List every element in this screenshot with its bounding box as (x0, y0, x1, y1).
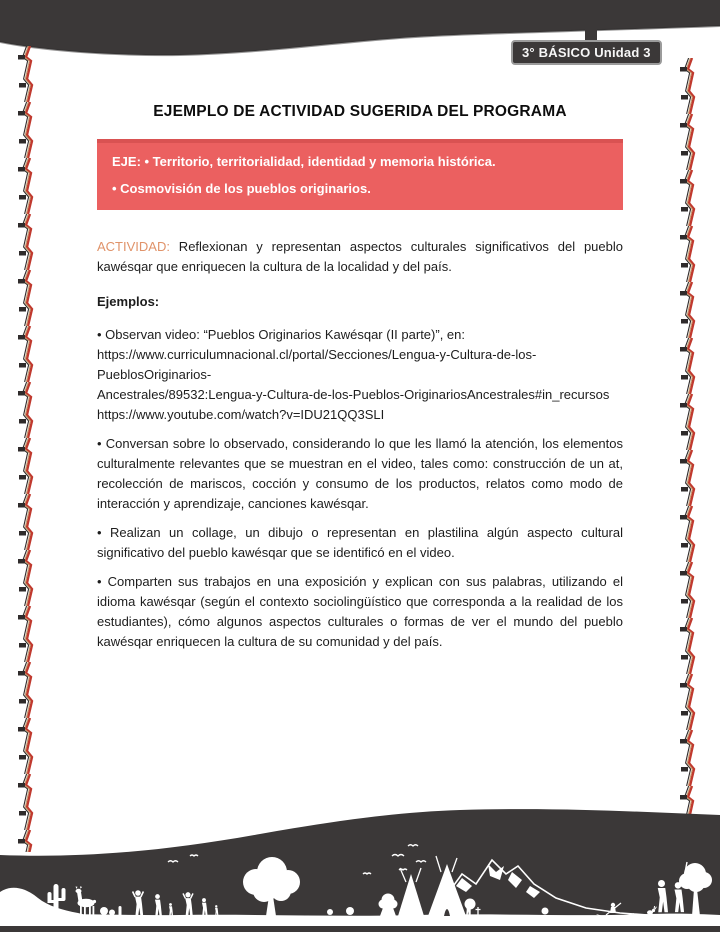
activity-label: ACTIVIDAD: (97, 239, 170, 254)
bullet-comparten: • Comparten sus trabajos en una exposición y explican con sus palabras, utilizando el idioma kawésqar (según el contexto sociolingüístico que corresponda a la realidad de los estudiantes), cómo algunos aspectos culturales o formas de ver el mundo del pueblo kawésqar enriquecen la cultura de su comunidad y del país. (97, 574, 623, 649)
curriculum-url-line2[interactable]: Ancestrales/89532:Lengua-y-Cultura-de-los-Pueblos-OriginariosAncestrales#in_recursos (97, 387, 610, 402)
youtube-url[interactable]: https://www.youtube.com/watch?v=IDU21QQ3SLI (97, 407, 385, 422)
curriculum-url-line1[interactable]: https://www.curriculumnacional.cl/portal/Secciones/Lengua-y-Cultura-de-los-PueblosOriginarios- (97, 347, 537, 382)
unit-badge (511, 40, 662, 65)
unit-badge-label: 3° BÁSICO Unidad 3 (522, 45, 651, 60)
eje-box (97, 139, 623, 210)
footer-silhouette-art (0, 800, 720, 932)
examples-heading: Ejemplos: (97, 294, 160, 309)
activity-text: Reflexionan y representan aspectos culturales significativos del pueblo kawésqar que enriquecen la cultura de la localidad y del país. (97, 239, 623, 274)
bullet-realizan-collage: • Realizan un collage, un dibujo o representan en plastilina algún aspecto cultural significativo del pueblo kawésqar que se identificó en el video. (97, 525, 623, 560)
bullet-observan-video (97, 325, 623, 425)
andean-border-ornament-left (14, 46, 40, 852)
eje-line-cosmovision: • Cosmovisión de los pueblos originarios. (112, 181, 371, 196)
andean-border-ornament-right (676, 58, 702, 858)
bullet-intro-text: • Observan video: “Pueblos Originarios Kawésqar (II parte)”, en: (97, 327, 465, 342)
page-title: EJEMPLO DE ACTIVIDAD SUGERIDA DEL PROGRAMA (153, 103, 567, 120)
document-body (97, 237, 623, 661)
footer-wave-band (0, 809, 720, 932)
eje-line-territorio: EJE: • Territorio, territorialidad, identidad y memoria histórica. (112, 154, 496, 169)
activity-paragraph (97, 237, 623, 277)
bullet-conversan: • Conversan sobre lo observado, considerando lo que les llamó la atención, los elementos culturalmente relevantes que se muestran en el video, tales como: construcción de un at, recolección de mariscos, cocción y consumo de los productos, relatos como modo de interacción y aprendizaje, canciones kawésqar. (97, 436, 623, 511)
